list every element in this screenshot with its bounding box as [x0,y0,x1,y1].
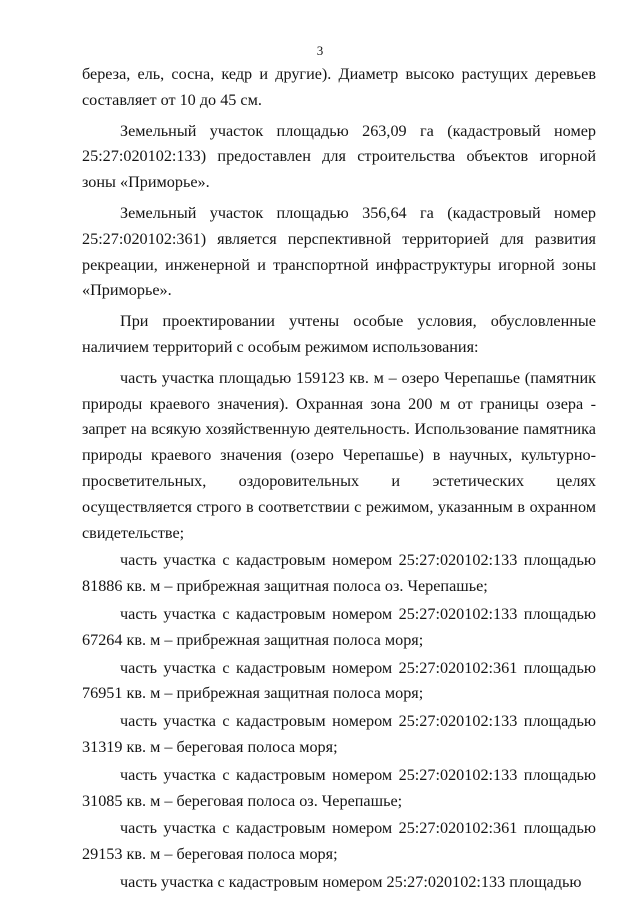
paragraph-lake-cherepashye: часть участка площадью 159123 кв. м – озеро Черепашье (памятник природы краевого значения). Охранная зона 200 м от границы озера - запрет на всякую хозяйственную деятельность. Использование памятника природы краевого значения (озеро Черепашье) в научных, культурно-просветительных, оздоровительных и эстетических целях осуществляется строго в соответствии с режимом, указанным в охранном свидетельстве; [82,368,596,542]
paragraph-plot-133: Земельный участок площадью 263,09 га (кадастровый номер 25:27:020102:133) предоставлен для строительства объектов игорной зоны «Приморье». [82,121,596,192]
list-item-zone-2: часть участка с кадастровым номером 25:27:020102:133 площадью 67264 кв. м – прибрежная защитная полоса моря; [82,604,596,649]
paragraph-plot-361: Земельный участок площадью 356,64 га (кадастровый номер 25:27:020102:361) является перспективной территорией для развития рекреации, инженерной и транспортной инфраструктуры игорной зоны «Приморье». [82,203,596,300]
paragraph-special-conditions: При проектировании учтены особые условия, обусловленные наличием территорий с особым режимом использования: [82,312,596,356]
page-number: 3 [316,43,324,58]
list-item-zone-6: часть участка с кадастровым номером 25:27:020102:361 площадью 29153 кв. м – береговая полоса моря; [82,819,596,864]
list-item-zone-7: часть участка с кадастровым номером 25:27:020102:133 площадью [120,872,582,891]
document-body [82,62,596,896]
list-item-zone-4: часть участка с кадастровым номером 25:27:020102:133 площадью 31319 кв. м – береговая полоса моря; [82,712,596,756]
list-item-zone-5: часть участка с кадастровым номером 25:27:020102:133 площадью 31085 кв. м – береговая полоса оз. Черепашье; [82,765,596,810]
list-item-zone-3: часть участка с кадастровым номером 25:27:020102:361 площадью 76951 кв. м – прибрежная защитная полоса моря; [82,658,596,703]
paragraph-tree-species: береза, ель, сосна, кедр и другие). Диаметр высоко растущих деревьев составляет от 10 до 45 см. [82,65,596,109]
list-item-zone-1: часть участка с кадастровым номером 25:27:020102:133 площадью 81886 кв. м – прибрежная защитная полоса оз. Черепашье; [82,551,596,596]
